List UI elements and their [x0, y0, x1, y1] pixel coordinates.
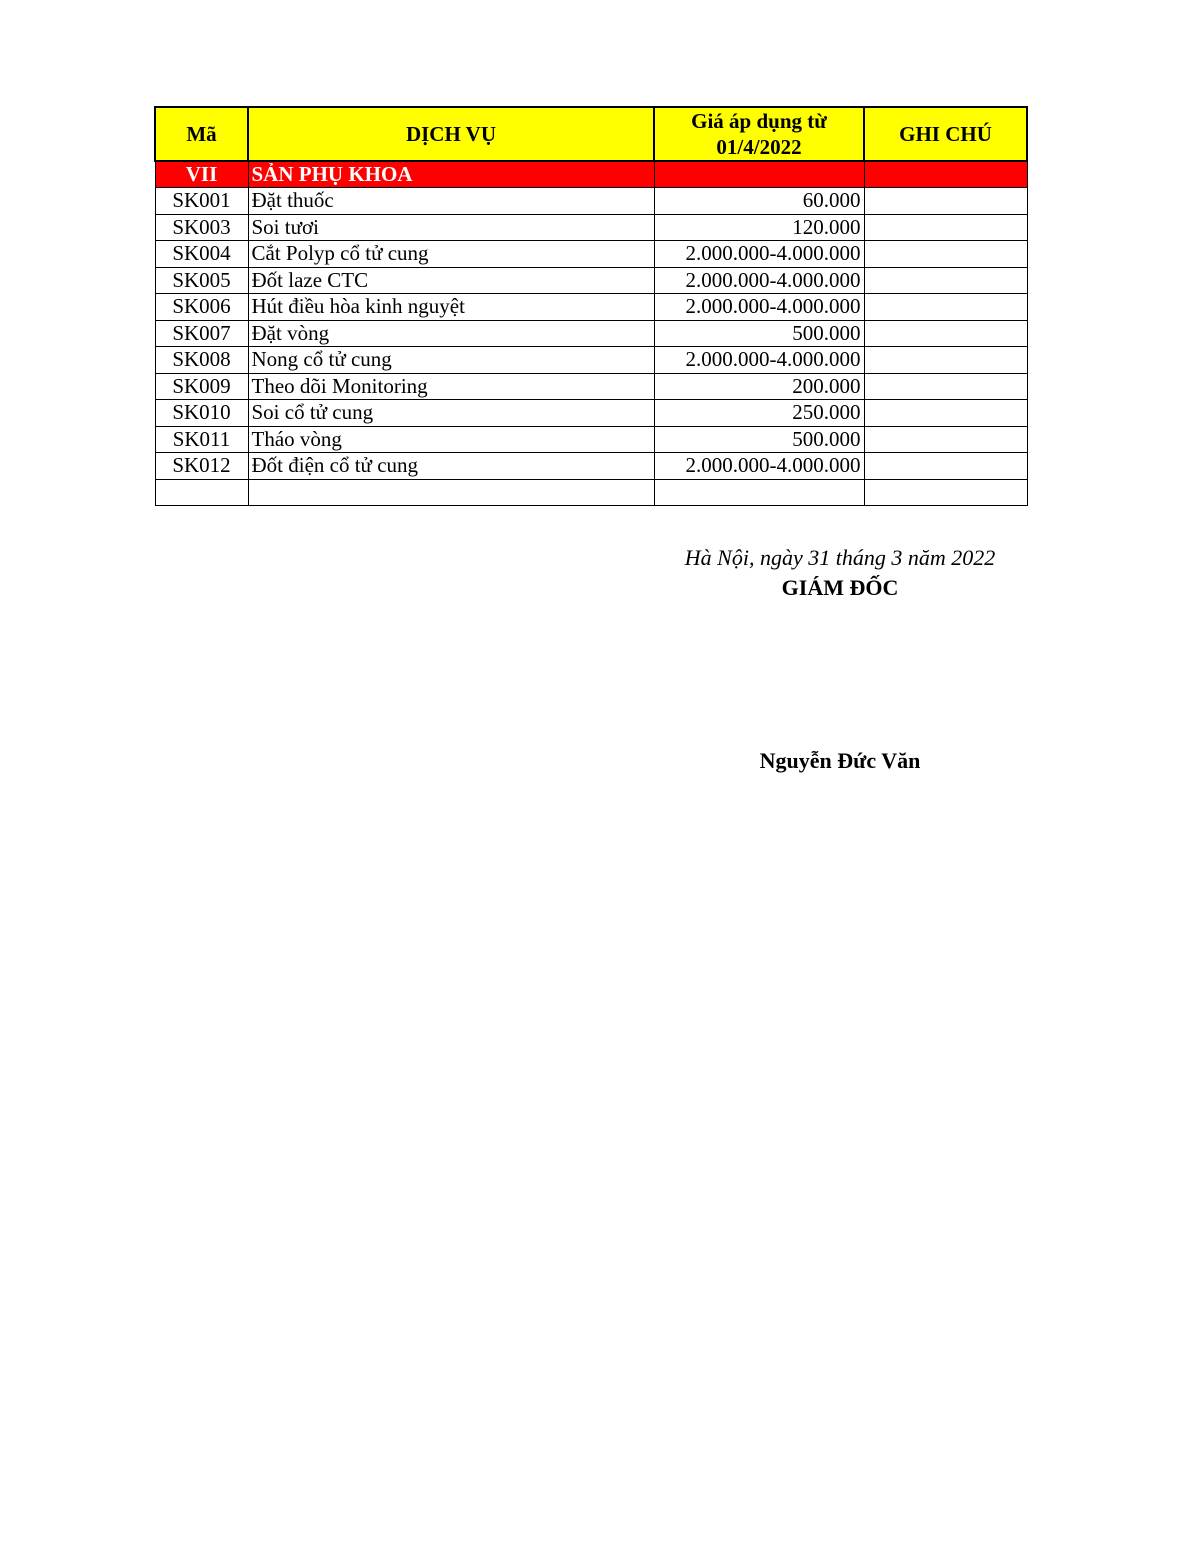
row-note	[864, 267, 1027, 294]
table-row	[155, 347, 1027, 374]
row-price: 2.000.000-4.000.000	[654, 267, 864, 294]
row-note	[864, 294, 1027, 321]
header-price	[654, 107, 864, 161]
section-row	[155, 161, 1027, 188]
table-row	[155, 320, 1027, 347]
header-code: Mã	[155, 107, 248, 161]
table-row	[155, 426, 1027, 453]
row-price: 2.000.000-4.000.000	[654, 241, 864, 268]
row-code: SK007	[155, 320, 248, 347]
row-service: Hút điều hòa kinh nguyệt	[248, 294, 654, 321]
row-code: SK003	[155, 214, 248, 241]
row-code: SK005	[155, 267, 248, 294]
table-row	[155, 373, 1027, 400]
signer-name: Nguyễn Đức Văn	[759, 748, 921, 773]
signer-title: GIÁM ĐỐC	[781, 575, 899, 600]
row-service: Theo dõi Monitoring	[248, 373, 654, 400]
header-note: GHI CHÚ	[864, 107, 1027, 161]
row-code: SK004	[155, 241, 248, 268]
header-service: DỊCH VỤ	[248, 107, 654, 161]
row-code: SK006	[155, 294, 248, 321]
row-code: SK011	[155, 426, 248, 453]
section-note-cell	[864, 161, 1027, 188]
row-service: Tháo vòng	[248, 426, 654, 453]
row-price: 200.000	[654, 373, 864, 400]
row-note	[864, 373, 1027, 400]
table-row	[155, 214, 1027, 241]
table-row	[155, 479, 1027, 506]
row-service: Cắt Polyp cổ tử cung	[248, 241, 654, 268]
row-code	[155, 479, 248, 506]
row-service: Soi tươi	[248, 214, 654, 241]
row-note	[864, 400, 1027, 427]
row-note	[864, 214, 1027, 241]
section-code: VII	[155, 161, 248, 188]
row-service: Đốt laze CTC	[248, 267, 654, 294]
row-price	[654, 479, 864, 506]
row-code: SK012	[155, 453, 248, 480]
row-service	[248, 479, 654, 506]
row-code: SK001	[155, 188, 248, 215]
row-price: 2.000.000-4.000.000	[654, 347, 864, 374]
row-note	[864, 453, 1027, 480]
section-price-cell	[654, 161, 864, 188]
place-date: Hà Nội, ngày 31 tháng 3 năm 2022	[684, 545, 996, 570]
header-price-line1: Giá áp dụng từ	[691, 109, 827, 133]
row-note	[864, 241, 1027, 268]
row-note	[864, 188, 1027, 215]
row-price: 120.000	[654, 214, 864, 241]
table-header-row	[155, 107, 1027, 161]
row-price: 2.000.000-4.000.000	[654, 294, 864, 321]
row-service: Đặt vòng	[248, 320, 654, 347]
section-name: SẢN PHỤ KHOA	[248, 161, 654, 188]
row-price: 2.000.000-4.000.000	[654, 453, 864, 480]
row-price: 500.000	[654, 320, 864, 347]
row-price: 250.000	[654, 400, 864, 427]
table-row	[155, 453, 1027, 480]
row-code: SK008	[155, 347, 248, 374]
table-row	[155, 294, 1027, 321]
row-service: Nong cổ tử cung	[248, 347, 654, 374]
table-row	[155, 241, 1027, 268]
price-table	[154, 106, 1028, 506]
row-note	[864, 426, 1027, 453]
row-note	[864, 347, 1027, 374]
table-row	[155, 267, 1027, 294]
table-row	[155, 400, 1027, 427]
row-code: SK009	[155, 373, 248, 400]
row-note	[864, 320, 1027, 347]
row-price: 500.000	[654, 426, 864, 453]
header-price-line2: 01/4/2022	[716, 135, 802, 159]
row-service: Soi cổ tử cung	[248, 400, 654, 427]
row-note	[864, 479, 1027, 506]
table-row	[155, 188, 1027, 215]
row-code: SK010	[155, 400, 248, 427]
row-price: 60.000	[654, 188, 864, 215]
row-service: Đặt thuốc	[248, 188, 654, 215]
row-service: Đốt điện cổ tử cung	[248, 453, 654, 480]
